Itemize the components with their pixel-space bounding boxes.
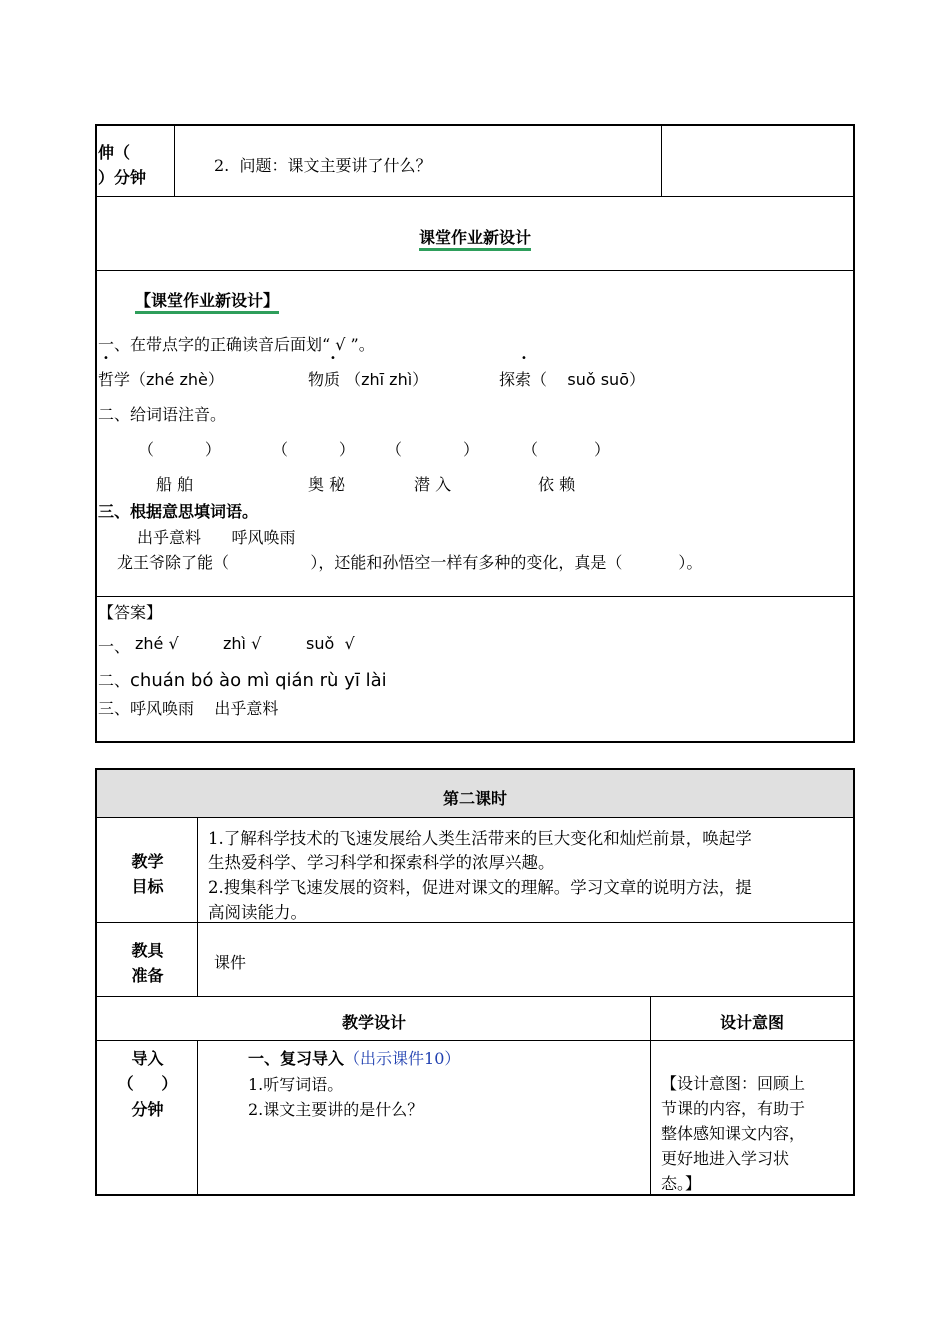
answer-1-prefix: 一、 (98, 637, 131, 656)
intro-label-2: （ ） (117, 1074, 178, 1093)
intent-line-4: 更好地进入学习状 (661, 1149, 790, 1168)
q2-word-4: 依 赖 (538, 475, 576, 494)
goals-line-4: 高阅读能力。 (208, 903, 307, 922)
q1-word-3: 探索 (499, 370, 532, 389)
q1-word-1: 哲学 (98, 370, 131, 389)
goals-line-3: 2.搜集科学飞速发展的资料，促进对课文的理解。学习文章的说明方法，提 (208, 878, 752, 897)
q1-instruction: 一、在带点字的正确读音后面划“ √ ”。 (98, 335, 375, 354)
q1-word-2: 物质 (308, 370, 341, 389)
table1-row-divider-2 (96, 270, 854, 271)
tools-label-2: 准备 (131, 966, 164, 985)
answer-2-text: chuán bó ào mì qián rù yī lài (130, 670, 387, 691)
answer-2-prefix: 二、 (98, 671, 131, 690)
table2-col-divider-1a (197, 818, 198, 996)
intro-heading-line (248, 1046, 460, 1069)
homework-heading (0, 225, 950, 248)
table2-row-divider-3 (96, 996, 854, 997)
tools-label-1: 教具 (131, 941, 164, 960)
q2-instruction: 二、给词语注音。 (98, 405, 227, 424)
emphasis-dot-3: • (521, 353, 527, 364)
intent-header: 设计意图 (719, 1013, 784, 1032)
intro-item-1: 1.听写词语。 (248, 1075, 344, 1094)
courseware-link[interactable]: （出示课件10） (344, 1049, 461, 1068)
section-title-text: 【课堂作业新设计】 (135, 291, 279, 314)
section-title (135, 288, 279, 311)
q3-sentence: 龙王爷除了能（ ），还能和孙悟空一样有多种的变化，真是（ ）。 (117, 553, 703, 572)
goals-line-1: 1.了解科学技术的飞速发展给人类生活带来的巨大变化和灿烂前景，唤起学 (208, 829, 752, 848)
table1-col-divider-1 (174, 125, 175, 196)
answer-1-item-2: zhì √ (223, 634, 262, 653)
emphasis-dot-1: • (103, 353, 109, 364)
q1-item-1 (98, 367, 224, 390)
row1-left-label-2: ）分钟 (98, 168, 147, 187)
table1-col-divider-2 (661, 125, 662, 196)
table2-col-divider-1b (197, 1041, 198, 1195)
q1-pinyin-3: （ suǒ suō） (531, 370, 645, 389)
table2-row-divider-4 (96, 1040, 854, 1041)
q1-pinyin-2: （zhī zhì） (340, 370, 429, 389)
q2-bracket-4: （ ） (522, 440, 610, 459)
q1-item-2 (308, 367, 428, 390)
q1-pinyin-1: （zhé zhè） (130, 370, 224, 389)
intro-label-3: 分钟 (131, 1100, 164, 1119)
intent-line-1: 【设计意图：回顾上 (661, 1074, 806, 1093)
answer-2 (98, 668, 387, 691)
table1-row-divider-3 (96, 596, 854, 597)
q2-word-1: 船 舶 (156, 475, 194, 494)
q2-word-2: 奥 秘 (308, 475, 346, 494)
design-header: 教学设计 (341, 1013, 406, 1032)
row1-left-label-1: 伸（ (98, 143, 131, 162)
intro-label-1: 导入 (131, 1049, 164, 1068)
q2-bracket-2: （ ） (272, 440, 355, 459)
q2-bracket-3: （ ） (386, 440, 480, 459)
answer-3: 三、呼风唤雨 出乎意料 (98, 699, 279, 718)
q2-bracket-1: （ ） (138, 440, 221, 459)
q3-options: 出乎意料 呼风唤雨 (137, 528, 296, 547)
answer-1-item-1: zhé √ (135, 634, 179, 653)
intro-heading: 一、复习导入 (248, 1049, 345, 1068)
table1-row-divider-1 (96, 196, 854, 197)
goals-line-2: 生热爱科学、学习科学和探索科学的浓厚兴趣。 (208, 853, 555, 872)
intent-line-5: 态。】 (661, 1174, 702, 1193)
table2-row-divider-1 (96, 817, 854, 818)
q2-word-3: 潜 入 (414, 475, 452, 494)
row1-question: 2. 问题：课文主要讲了什么？ (214, 156, 432, 175)
answer-1 (98, 634, 130, 657)
emphasis-dot-2: • (330, 353, 336, 364)
goals-label-1: 教学 (131, 852, 164, 871)
lesson-title: 第二课时 (442, 789, 507, 808)
tools-value: 课件 (214, 953, 247, 972)
intent-line-3: 整体感知课文内容， (661, 1124, 806, 1143)
intent-line-2: 节课的内容，有助于 (661, 1099, 806, 1118)
intro-item-2: 2.课文主要讲的是什么？ (248, 1100, 424, 1119)
answers-title: 【答案】 (98, 603, 163, 622)
answer-1-item-3: suǒ √ (306, 634, 355, 653)
q3-title: 三、根据意思填词语。 (98, 502, 259, 521)
goals-label-2: 目标 (131, 877, 164, 896)
homework-heading-text: 课堂作业新设计 (419, 228, 531, 251)
homework-table (95, 124, 855, 743)
q1-item-3 (499, 367, 645, 390)
